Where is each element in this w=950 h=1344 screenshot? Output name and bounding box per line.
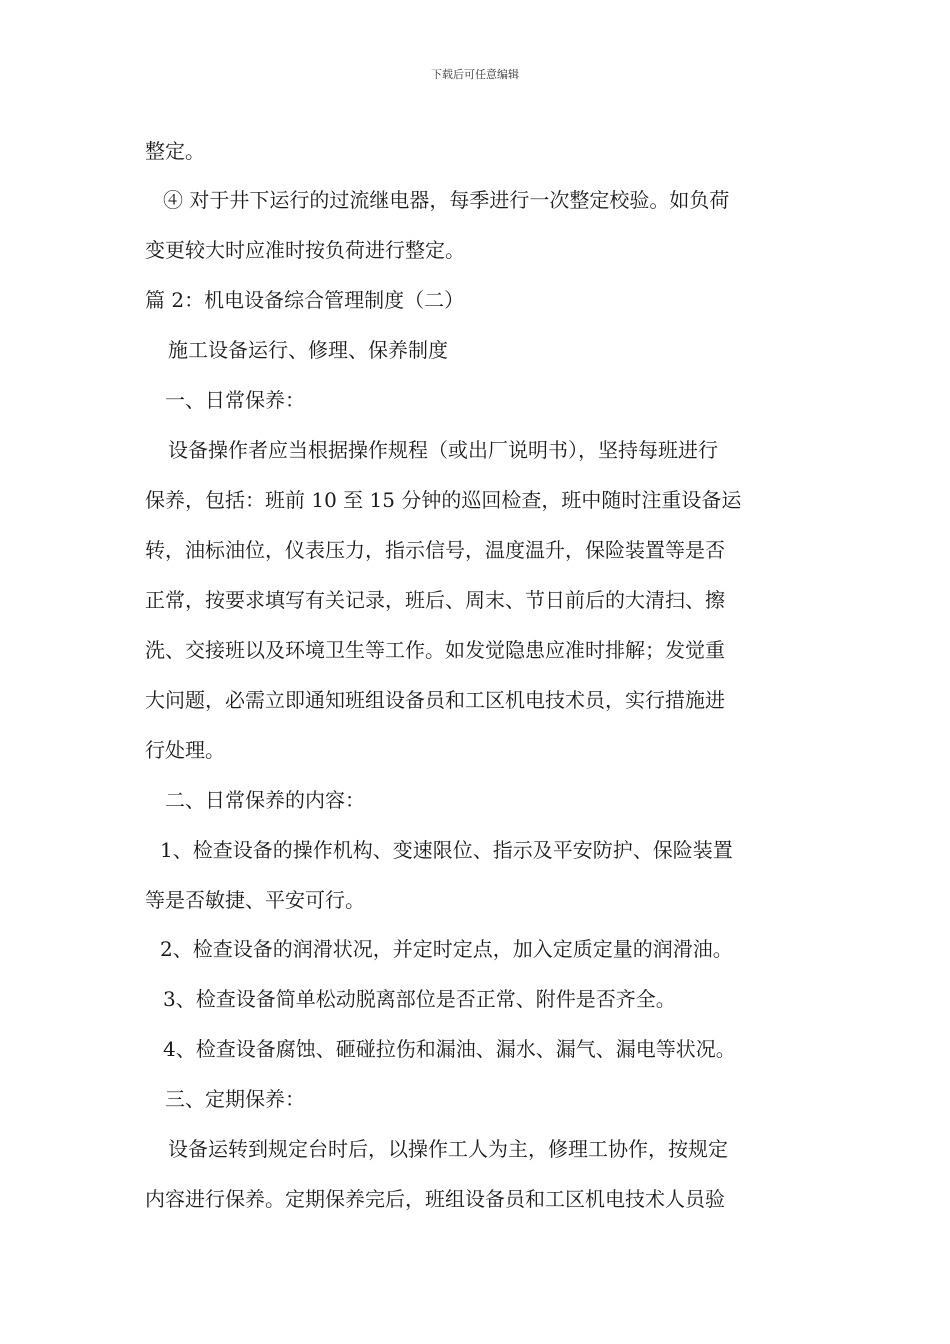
text-line: 等是否敏捷、平安可行。 <box>145 888 365 912</box>
text-line: 变更较大时应准时按负荷进行整定。 <box>145 238 465 262</box>
text-line: 洗、交接班以及环境卫生等工作。如发觉隐患应准时排解；发觉重 <box>145 638 725 662</box>
text-line: 转，油标油位，仪表压力，指示信号，温度温升，保险装置等是否 <box>145 538 725 562</box>
list-item: 2、检查设备的润滑状况，并定时定点，加入定质定量的润滑油。 <box>160 937 733 961</box>
text-line: 行处理。 <box>145 738 225 762</box>
section-heading: 三、定期保养： <box>165 1087 305 1111</box>
list-item: 4、检查设备腐蚀、砸碰拉伤和漏油、漏水、漏气、漏电等状况。 <box>163 1037 736 1061</box>
text-line: 大问题，必需立即通知班组设备员和工区机电技术员，实行措施进 <box>145 688 725 712</box>
list-item: 1、检查设备的操作机构、变速限位、指示及平安防护、保险装置 <box>160 838 733 862</box>
text-line: ④ 对于井下运行的过流继电器，每季进行一次整定校验。如负荷 <box>163 188 730 212</box>
section-heading: 二、日常保养的内容： <box>165 788 365 812</box>
text-line: 内容进行保养。定期保养完后，班组设备员和工区机电技术人员验 <box>145 1187 725 1211</box>
text-line: 整定。 <box>145 139 205 163</box>
text-line: 设备操作者应当根据操作规程（或出厂说明书），坚持每班进行 <box>168 438 718 462</box>
section-heading: 一、日常保养： <box>165 388 305 412</box>
section-heading: 篇 2：机电设备综合管理制度（二） <box>145 288 465 312</box>
text-line: 保养，包括：班前 10 至 15 分钟的巡回检查，班中随时注重设备运 <box>145 488 742 512</box>
list-item: 3、检查设备简单松动脱离部位是否正常、附件是否齐全。 <box>163 987 676 1011</box>
text-line: 正常，按要求填写有关记录，班后、周末、节日前后的大清扫、擦 <box>145 588 725 612</box>
text-line: 设备运转到规定台时后，以操作工人为主，修理工协作，按规定 <box>168 1137 728 1161</box>
page-header: 下载后可任意编辑 <box>431 68 519 81</box>
section-subtitle: 施工设备运行、修理、保养制度 <box>168 338 448 362</box>
